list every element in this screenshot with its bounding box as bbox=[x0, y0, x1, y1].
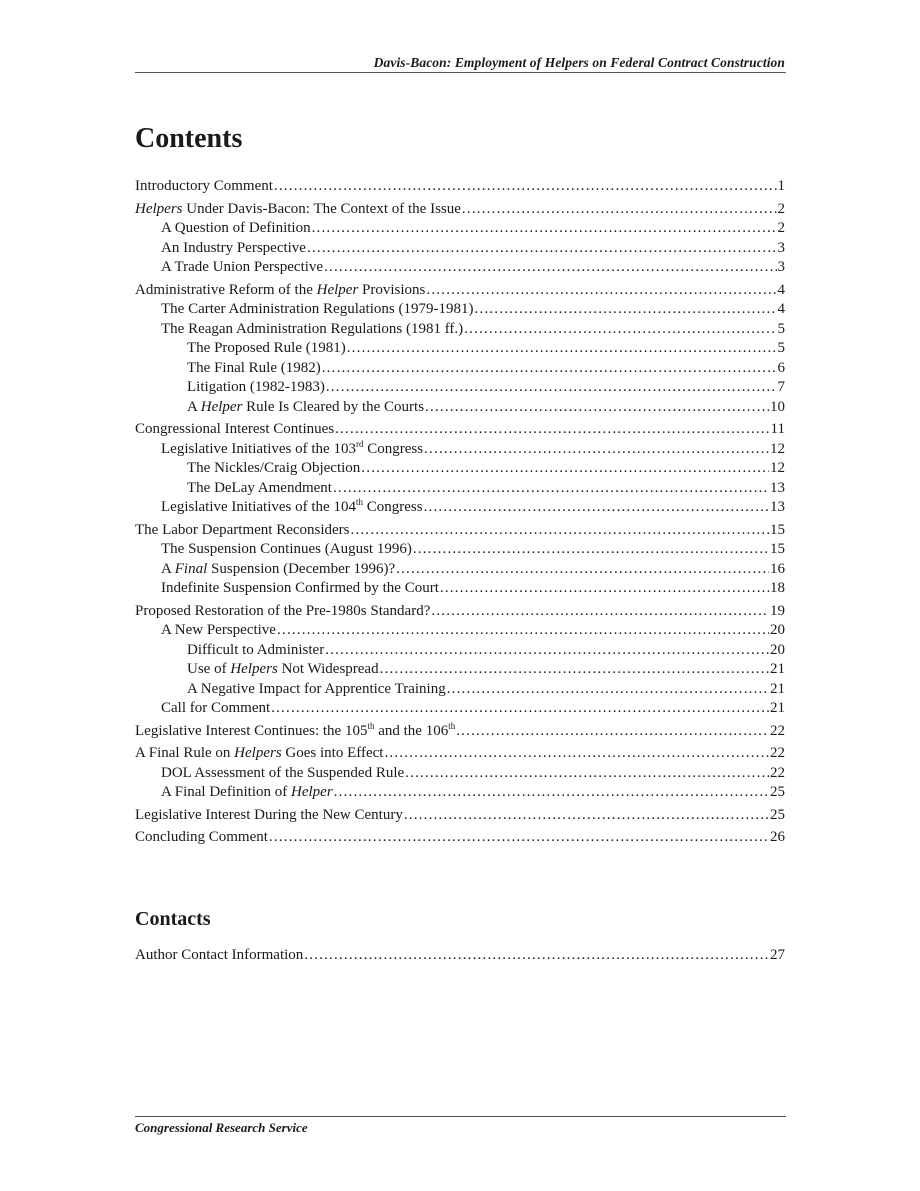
toc-page-number: 5 bbox=[777, 340, 785, 356]
title-part: Congressional Interest Continues bbox=[135, 421, 335, 437]
toc-page-number: 20 bbox=[770, 622, 785, 638]
title-part: Provisions bbox=[358, 281, 426, 298]
toc-page-number: 12 bbox=[770, 460, 785, 476]
title-part: Introductory Comment bbox=[135, 178, 273, 194]
title-italic-part: Helper bbox=[316, 281, 359, 298]
toc-page-number: 7 bbox=[777, 379, 785, 395]
dot-leader bbox=[424, 498, 769, 518]
toc-entry[interactable] bbox=[135, 459, 785, 479]
toc-entry[interactable] bbox=[135, 479, 785, 499]
dot-leader bbox=[456, 722, 769, 742]
toc-entry-title bbox=[135, 281, 425, 301]
title-part: A New Perspective bbox=[161, 622, 276, 638]
toc-page-number: 22 bbox=[770, 722, 785, 739]
toc-entry[interactable] bbox=[135, 540, 785, 560]
dot-leader bbox=[380, 660, 769, 680]
dot-leader bbox=[425, 398, 769, 418]
toc-entry-title bbox=[187, 680, 446, 700]
title-part: The Carter Administration Regulations (1979-1981) bbox=[161, 301, 474, 317]
title-part: The Nickles/Craig Objection bbox=[187, 460, 361, 476]
title-italic-part: Helper bbox=[200, 398, 243, 415]
title-part: Use of bbox=[187, 661, 231, 677]
title-part: Call for Comment bbox=[161, 700, 271, 716]
title-part: A Question of Definition bbox=[161, 220, 311, 236]
dot-leader bbox=[335, 420, 769, 440]
dot-leader bbox=[274, 177, 777, 197]
toc-page-number: 13 bbox=[770, 499, 785, 515]
title-italic-part: Helpers bbox=[234, 745, 282, 761]
toc-entry-title bbox=[187, 479, 332, 499]
toc-page-number: 6 bbox=[777, 359, 785, 376]
title-part: A Final Rule on bbox=[135, 745, 235, 761]
toc-entry[interactable] bbox=[135, 300, 785, 320]
title-superscript: th bbox=[355, 497, 363, 507]
title-part: A Negative Impact for Apprentice Training bbox=[187, 680, 446, 697]
title-part: The Final Rule (1982) bbox=[187, 359, 321, 376]
title-part: Suspension (December 1996)? bbox=[207, 560, 396, 577]
title-italic-part: Helpers bbox=[230, 661, 278, 677]
toc-entry-title bbox=[135, 602, 430, 622]
toc-entry-title bbox=[135, 806, 403, 826]
toc-entry[interactable] bbox=[135, 722, 785, 742]
dot-leader bbox=[405, 764, 769, 784]
dot-leader bbox=[396, 560, 769, 580]
toc-entry[interactable] bbox=[135, 239, 785, 259]
dot-leader bbox=[325, 641, 769, 661]
toc-page-number: 10 bbox=[770, 398, 785, 415]
toc-entry-title bbox=[135, 200, 461, 220]
toc-entry-title bbox=[161, 764, 404, 784]
toc-page-number: 22 bbox=[770, 764, 785, 781]
toc-entry-title bbox=[161, 783, 333, 803]
dot-leader bbox=[322, 359, 777, 379]
dot-leader bbox=[326, 378, 777, 398]
toc-entry-title bbox=[135, 177, 273, 197]
dot-leader bbox=[271, 699, 769, 719]
title-part: Goes into Effect bbox=[281, 745, 384, 761]
toc-page-number: 16 bbox=[770, 560, 785, 577]
toc-page-number: 15 bbox=[770, 521, 785, 538]
toc-entry-title bbox=[161, 440, 423, 460]
dot-leader bbox=[431, 602, 769, 622]
toc-page-number: 13 bbox=[770, 479, 785, 496]
dot-leader bbox=[324, 258, 776, 278]
dot-leader bbox=[333, 479, 769, 499]
toc-entry[interactable] bbox=[135, 828, 785, 848]
toc-page-number: 20 bbox=[770, 641, 785, 658]
dot-leader bbox=[462, 200, 777, 220]
dot-leader bbox=[347, 339, 777, 359]
toc-entry[interactable] bbox=[135, 660, 785, 680]
toc-entry[interactable] bbox=[135, 219, 785, 239]
toc-entry-title bbox=[161, 300, 473, 320]
toc-entry[interactable] bbox=[135, 641, 785, 661]
toc-entry[interactable] bbox=[135, 680, 785, 700]
toc-entry-title bbox=[161, 320, 463, 340]
toc-entry[interactable] bbox=[135, 398, 785, 418]
toc-entry[interactable] bbox=[135, 806, 785, 826]
title-part: Congress bbox=[363, 440, 424, 457]
toc-entry[interactable] bbox=[135, 320, 785, 340]
dot-leader bbox=[277, 621, 769, 641]
title-superscript: th bbox=[448, 720, 456, 731]
toc-page-number: 11 bbox=[770, 421, 785, 437]
toc-entry[interactable] bbox=[135, 339, 785, 359]
title-italic-part: Helpers bbox=[135, 200, 183, 217]
running-header: Davis-Bacon: Employment of Helpers on Federal Contract Construction bbox=[373, 55, 785, 70]
footer-rule bbox=[135, 1116, 786, 1117]
header-rule bbox=[135, 72, 786, 73]
toc-entry-title bbox=[135, 722, 455, 742]
toc-entry[interactable] bbox=[135, 281, 785, 301]
toc-page-number: 4 bbox=[777, 281, 785, 298]
toc-entry-title bbox=[161, 219, 311, 239]
title-part: Proposed Restoration of the Pre-1980s Standard? bbox=[135, 602, 431, 619]
toc-entry-title bbox=[187, 398, 424, 418]
toc-entry[interactable] bbox=[135, 359, 785, 379]
toc-page-number: 21 bbox=[770, 661, 785, 677]
toc-page-number: 15 bbox=[770, 541, 785, 557]
table-of-contents bbox=[135, 177, 785, 848]
toc-entry[interactable] bbox=[135, 200, 785, 220]
toc-entry-title bbox=[161, 560, 395, 580]
title-part: Administrative Reform of the bbox=[135, 281, 317, 298]
title-part: A bbox=[187, 398, 201, 415]
toc-entry-title bbox=[161, 258, 323, 278]
toc-page-number: 12 bbox=[770, 440, 785, 457]
contacts-title: Contacts bbox=[135, 908, 211, 930]
title-italic-part: Final bbox=[174, 560, 208, 577]
title-italic-part: Helper bbox=[291, 784, 333, 800]
dot-leader bbox=[312, 219, 777, 239]
title-part: The Proposed Rule (1981) bbox=[187, 340, 346, 356]
title-part: Concluding Comment bbox=[135, 829, 268, 845]
toc-entry-title bbox=[135, 521, 350, 541]
toc-page-number: 2 bbox=[777, 220, 785, 236]
dot-leader bbox=[413, 540, 769, 560]
toc-entry-title bbox=[187, 378, 325, 398]
toc-entry-title bbox=[161, 621, 276, 641]
toc-entry[interactable] bbox=[135, 560, 785, 580]
toc-entry-title bbox=[187, 359, 321, 379]
title-part: Legislative Initiatives of the 104 bbox=[161, 499, 356, 515]
contents-title: Contents bbox=[135, 123, 243, 154]
toc-page-number: 25 bbox=[770, 806, 785, 823]
toc-entry[interactable] bbox=[135, 783, 785, 803]
dot-leader bbox=[464, 320, 776, 340]
toc-entry-title bbox=[187, 459, 360, 479]
title-part: The Labor Department Reconsiders bbox=[135, 521, 350, 538]
toc-page-number: 26 bbox=[770, 829, 785, 845]
toc-page-number: 21 bbox=[770, 700, 785, 716]
toc-entry-title bbox=[161, 498, 423, 518]
toc-entry[interactable] bbox=[135, 420, 785, 440]
toc-entry-title bbox=[135, 744, 383, 764]
title-part: Indefinite Suspension Confirmed by the Court bbox=[161, 580, 439, 596]
toc-entry-title bbox=[187, 641, 324, 661]
dot-leader bbox=[474, 300, 776, 320]
toc-page-number: 2 bbox=[777, 200, 785, 217]
toc-page-number: 19 bbox=[770, 602, 785, 619]
title-part: The DeLay Amendment bbox=[187, 479, 332, 496]
toc-entry-title bbox=[187, 339, 346, 359]
title-part: The Reagan Administration Regulations (1981 ff.) bbox=[161, 320, 464, 337]
title-part: Legislative Initiatives of the 103 bbox=[161, 440, 356, 457]
dot-leader bbox=[424, 440, 769, 460]
title-part: Difficult to Administer bbox=[187, 641, 325, 658]
toc-page-number: 1 bbox=[777, 178, 785, 194]
toc-entry-title bbox=[161, 239, 306, 259]
title-part: Litigation (1982-1983) bbox=[187, 379, 325, 395]
title-superscript: rd bbox=[355, 438, 364, 449]
title-part: A Final Definition of bbox=[161, 784, 291, 800]
toc-entry-title bbox=[135, 420, 334, 440]
toc-page-number: 27 bbox=[770, 947, 785, 963]
toc-entry[interactable] bbox=[135, 177, 785, 197]
dot-leader bbox=[440, 579, 769, 599]
toc-entry[interactable] bbox=[135, 498, 785, 518]
contacts-list bbox=[135, 946, 785, 966]
title-part: A bbox=[161, 560, 175, 577]
title-part: Congress bbox=[362, 499, 423, 515]
toc-entry[interactable] bbox=[135, 744, 785, 764]
dot-leader bbox=[269, 828, 769, 848]
toc-page-number: 4 bbox=[777, 301, 785, 317]
toc-entry[interactable] bbox=[135, 699, 785, 719]
title-part: An Industry Perspective bbox=[161, 239, 306, 256]
toc-page-number: 3 bbox=[777, 259, 785, 275]
dot-leader bbox=[404, 806, 769, 826]
toc-page-number: 21 bbox=[770, 680, 785, 697]
dot-leader bbox=[447, 680, 769, 700]
toc-entry[interactable] bbox=[135, 579, 785, 599]
toc-entry-title bbox=[135, 946, 303, 966]
title-superscript: th bbox=[367, 720, 375, 731]
title-part: and the 106 bbox=[374, 722, 449, 739]
dot-leader bbox=[307, 239, 777, 259]
toc-page-number: 18 bbox=[770, 580, 785, 596]
dot-leader bbox=[304, 946, 769, 966]
footer-text: Congressional Research Service bbox=[135, 1120, 308, 1135]
title-part: Under Davis-Bacon: The Context of the Issue bbox=[182, 200, 461, 217]
dot-leader bbox=[384, 744, 769, 764]
toc-entry[interactable] bbox=[135, 602, 785, 622]
toc-page-number: 25 bbox=[770, 784, 785, 800]
title-part: Rule Is Cleared by the Courts bbox=[242, 398, 425, 415]
title-part: Author Contact Information bbox=[135, 947, 304, 963]
dot-leader bbox=[334, 783, 769, 803]
toc-page-number: 22 bbox=[770, 745, 785, 761]
title-part: A Trade Union Perspective bbox=[161, 259, 324, 275]
toc-entry-title bbox=[187, 660, 379, 680]
toc-entry-title bbox=[161, 540, 412, 560]
dot-leader bbox=[351, 521, 769, 541]
title-part: Not Widespread bbox=[277, 661, 379, 677]
title-part: DOL Assessment of the Suspended Rule bbox=[161, 764, 405, 781]
dot-leader bbox=[361, 459, 769, 479]
toc-entry[interactable] bbox=[135, 621, 785, 641]
toc-entry[interactable] bbox=[135, 440, 785, 460]
dot-leader bbox=[426, 281, 776, 301]
toc-entry[interactable] bbox=[135, 258, 785, 278]
title-part: Legislative Interest Continues: the 105 bbox=[135, 722, 368, 739]
toc-entry[interactable] bbox=[135, 946, 785, 966]
toc-page-number: 3 bbox=[777, 239, 785, 256]
toc-entry-title bbox=[161, 699, 270, 719]
title-part: Legislative Interest During the New Century bbox=[135, 806, 403, 823]
toc-page-number: 5 bbox=[777, 320, 785, 337]
toc-entry[interactable] bbox=[135, 764, 785, 784]
title-part: The Suspension Continues (August 1996) bbox=[161, 541, 412, 557]
toc-entry[interactable] bbox=[135, 521, 785, 541]
toc-entry[interactable] bbox=[135, 378, 785, 398]
toc-entry-title bbox=[161, 579, 439, 599]
toc-entry-title bbox=[135, 828, 268, 848]
